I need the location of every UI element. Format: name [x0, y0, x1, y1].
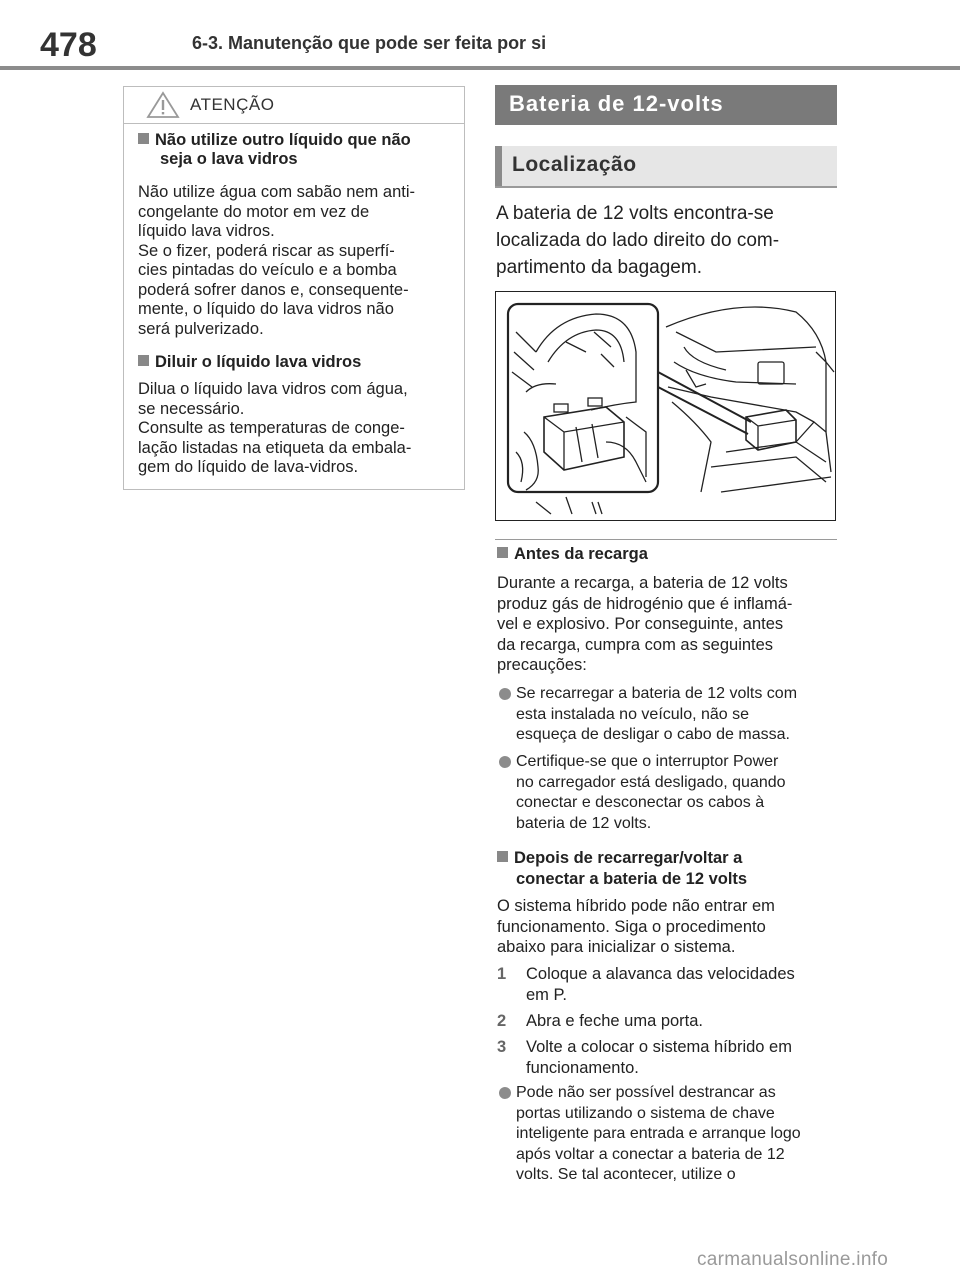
warning-item-text: Dilua o líquido lava vidros com água, se necessário. Consulte as temperaturas de conge- lação listadas na etiqueta da embala- gem do líquido de lava-vidros. — [138, 380, 412, 476]
battery-location-figure — [495, 291, 836, 521]
paragraph: O sistema híbrido pode não entrar em funcionamento. Siga o procedimento abaixo para inicializar o sistema. — [497, 897, 775, 956]
step-number: 3 — [497, 1038, 507, 1056]
subsection-title: Antes da recarga — [497, 544, 648, 565]
heading-rule — [495, 186, 837, 188]
warning-box — [123, 86, 465, 490]
heading-accent — [495, 146, 502, 186]
section-divider — [495, 539, 837, 540]
round-bullet-icon — [499, 688, 511, 700]
page-number: 478 — [40, 26, 97, 64]
square-bullet-icon — [138, 355, 149, 366]
bullet-item: Certifique-se que o interruptor Power no carregador está desligado, quando conectar e desconectar os cabos à bateria de 12 volts. — [497, 752, 837, 834]
round-bullet-icon — [499, 756, 511, 768]
step-item: 1 Coloque a alavanca das velocidades em P. — [497, 965, 795, 1004]
bullet-item: Se recarregar a bateria de 12 volts com esta instalada no veículo, não se esqueça de desligar o cabo de massa. — [497, 684, 837, 746]
square-bullet-icon — [497, 851, 508, 862]
subsection-title: Depois de recarregar/voltar a conectar a bateria de 12 volts — [497, 848, 747, 890]
header-rule — [0, 66, 960, 70]
step-item: 3 Volte a colocar o sistema híbrido em funcionamento. — [497, 1038, 792, 1077]
bullet-item: Pode não ser possível destrancar as portas utilizando o sistema de chave inteligente para entrada e arranque logo após voltar a conectar a bateria de 12 volts. Se tal acontecer, utilize o — [497, 1083, 837, 1186]
watermark-link[interactable]: carmanualsonline.info — [697, 1249, 889, 1270]
warning-item-text: Não utilize água com sabão nem anti- congelante do motor em vez de líquido lava vidros. Se o fizer, poderá riscar as superfí- cies pintadas do veículo e a bomba poderá sofrer danos e, consequente- mente, o líquido do lava vidros não será pulverizado. — [138, 183, 415, 338]
trunk-battery-illustration — [496, 292, 835, 520]
square-bullet-icon — [497, 547, 508, 558]
warning-item-title: Não utilize outro líquido que não seja o lava vidros — [138, 131, 411, 169]
subsection-heading: Localização — [495, 146, 837, 186]
warning-item-title: Diluir o líquido lava vidros — [138, 353, 361, 372]
section-heading: Bateria de 12-volts — [495, 85, 837, 125]
square-bullet-icon — [138, 133, 149, 144]
step-number: 2 — [497, 1012, 507, 1030]
page-header — [0, 0, 960, 68]
warning-triangle-icon — [146, 91, 180, 119]
warning-header — [124, 87, 464, 124]
paragraph: Durante a recarga, a bateria de 12 volts produz gás de hidrogénio que é inflamá- vel e explosivo. Por conseguinte, antes da recarga, cumpra com as seguintes precauções: — [497, 574, 793, 674]
step-item: 2 Abra e feche uma porta. — [497, 1012, 704, 1030]
section-title: 6-3. Manutenção que pode ser feita por si — [192, 33, 547, 53]
warning-label: ATENÇÃO — [190, 95, 275, 114]
intro-paragraph: A bateria de 12 volts encontra-se localizada do lado direito do com- partimento da bagagem. — [496, 203, 780, 278]
round-bullet-icon — [499, 1087, 511, 1099]
step-number: 1 — [497, 965, 507, 983]
